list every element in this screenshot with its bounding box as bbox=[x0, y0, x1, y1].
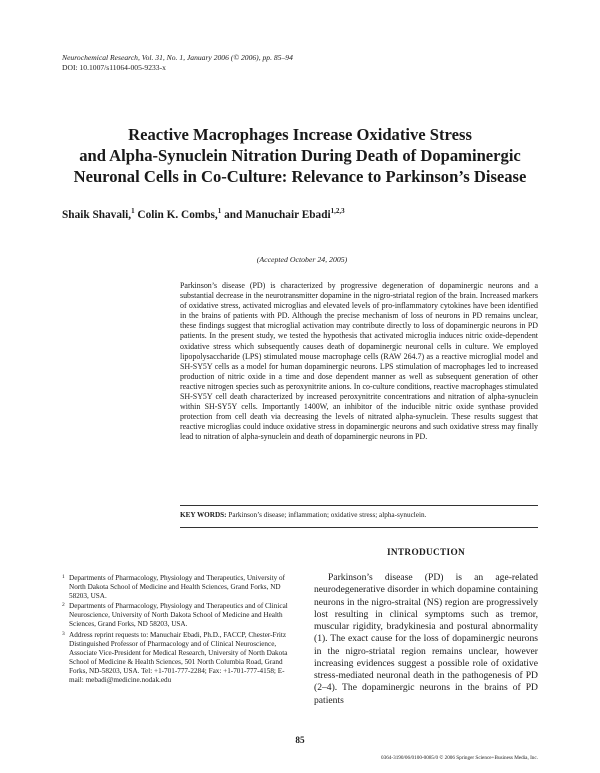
keywords-text: Parkinson’s disease; inflammation; oxidative stress; alpha-synuclein. bbox=[228, 511, 427, 519]
footnote bbox=[62, 574, 290, 601]
introduction-heading: INTRODUCTION bbox=[387, 548, 465, 558]
doi: DOI: 10.1007/s11064-005-9233-x bbox=[62, 62, 166, 72]
journal-header bbox=[62, 53, 293, 72]
footnote-text: Departments of Pharmacology, Physiology and Therapeutics and of Clinical Neuroscience, University of North Dakota School of Medicine and Health Sciences, Grand Forks, ND 58203, USA. bbox=[69, 602, 288, 629]
footnote-text: Address reprint requests to: Manuchair Ebadi, Ph.D., FACCP, Chester-Fritz Distinguished Professor of Pharmacology and of Clinical Neuroscience, Associate Vice-President for Medical Research, University of North Dakota School of Medicine & Health Sciences, 501 North Columbia Road, Grand Forks, ND-58203, USA. Tel: +1-701-777-2284; Fax: +1-701-777-4158; E-mail: mebadi@medicine.nodak.edu bbox=[69, 630, 288, 685]
author-affiliation-mark: 1 bbox=[131, 207, 135, 215]
footnote bbox=[62, 631, 290, 686]
author-name: Colin K. Combs, bbox=[137, 209, 218, 221]
article-title bbox=[40, 124, 560, 187]
introduction-text: Parkinson’s disease (PD) is an age-related neurodegenerative disorder in which dopamine containing neurons in the nigro-straital (NS) region are progressively lost resulting in clinical symptoms such as tremor, muscular rigidity, bradykinesia and postural abnormality (1). The exact cause for the loss of dopaminergic neurons in the nigro-striatal region remains unclear, however increasing evidences suggest a possible role of oxidative stress-mediated neuronal death in the pathogenesis of PD (2–4). The dopaminergic neurons in the brains of PD patients bbox=[314, 572, 538, 706]
abstract: Parkinson’s disease (PD) is characterized by progressive degeneration of dopaminergic neurons and a substantial decrease in the neurotransmitter dopamine in the nigro-striatal region of the brain. Increased markers of oxidative stress, activated microglias and elevated levels of pro-inflammatory cytokines have been identified in the brains of patients with PD. Although the precise mechanism of loss of neurons in PD remains unclear, these findings suggest that microglial activation may contribute directly to loss of dopaminergic neurons in PD patients. In the present study, we tested the hypothesis that activated microglia induces nitric oxide-dependent oxidative stress which subsequently causes death of dopaminergic neuronal cells in culture. We employed lipopolysaccharide (LPS) stimulated mouse macrophage cells (RAW 264.7) as a reactive microglial model and SH-SY5Y cells as a model for human dopaminergic neurons. LPS stimulation of macrophages led to increased production of nitric oxide in a time and dose dependent manner as well as subsequent generation of other reactive nitrogen species such as peroxynitrite anions. In co-culture conditions, reactive macrophages stimulated SH-SY5Y cell death characterized by increased peroxynitrite concentrations and nitration of alpha-synuclein within SH-SY5Y cells. Importantly 1400W, an inhibitor of the inducible nitric oxide synthase provided protection from cell death via decreasing the levels of nitrated alpha-synuclein. These results suggest that reactive microglias could induce oxidative stress in dopaminergic neurons and such oxidative stress may finally lead to nitration of alpha-synuclein and death of dopaminergic neurons in PD. bbox=[180, 281, 538, 442]
author-name: Shaik Shavali, bbox=[62, 209, 132, 221]
accepted-date: (Accepted October 24, 2005) bbox=[256, 255, 348, 264]
journal-citation: Neurochemical Research, Vol. 31, No. 1, January 2006 (© 2006), pp. 85–94 bbox=[62, 53, 293, 62]
footnote-mark: 1 bbox=[62, 574, 65, 580]
page-number: 85 bbox=[295, 735, 305, 745]
author-affiliation-mark: 1,2,3 bbox=[330, 207, 345, 215]
footnote-mark: 2 bbox=[62, 602, 65, 609]
author-list bbox=[62, 207, 345, 221]
author-name: and Manuchair Ebadi bbox=[224, 209, 331, 221]
footnotes bbox=[62, 574, 290, 686]
footnote bbox=[62, 602, 290, 629]
copyright-line: 0364-3190/06/0100-0085/0 © 2006 Springer Science+Business Media, Inc. bbox=[381, 755, 538, 761]
footnote-text: Departments of Pharmacology, Physiology and Therapeutics, University of North Dakota School of Medicine and Health Sciences, Grand Forks, ND 58203, USA. bbox=[69, 574, 285, 601]
title-line: Neuronal Cells in Co-Culture: Relevance to Parkinson’s Disease bbox=[73, 167, 527, 186]
footnote-mark: 3 bbox=[62, 630, 65, 637]
keywords bbox=[180, 511, 538, 519]
divider bbox=[180, 505, 538, 506]
title-line: and Alpha-Synuclein Nitration During Death of Dopaminergic bbox=[79, 146, 521, 165]
author-affiliation-mark: 1 bbox=[217, 207, 222, 215]
divider bbox=[180, 527, 538, 528]
title-line: Reactive Macrophages Increase Oxidative Stress bbox=[128, 125, 472, 144]
keywords-label: KEY WORDS: bbox=[180, 511, 227, 519]
